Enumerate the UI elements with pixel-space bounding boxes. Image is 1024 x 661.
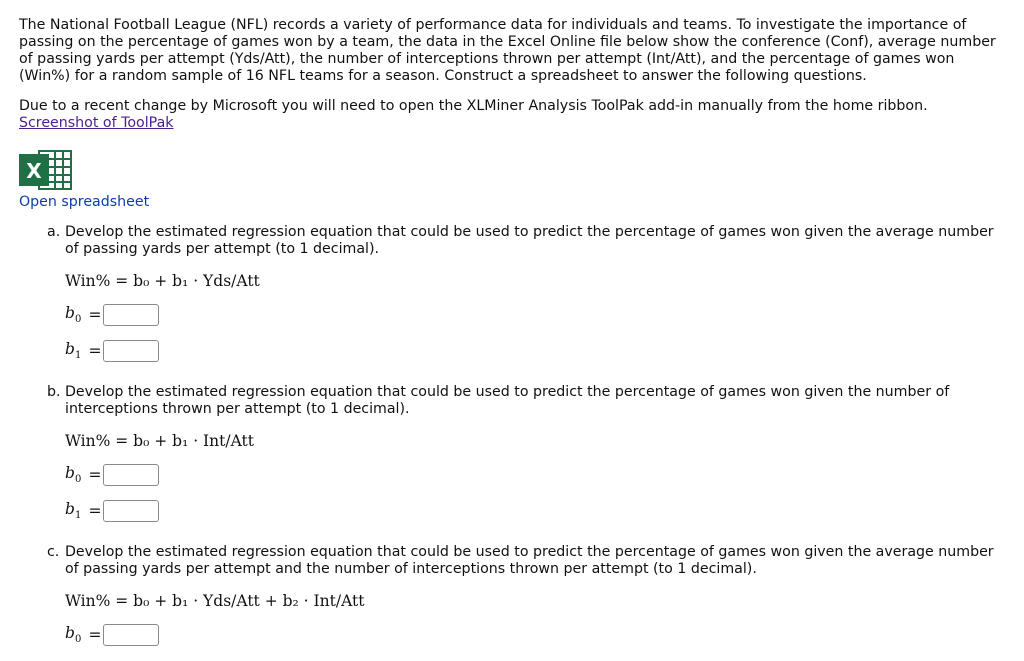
equals-sign: = <box>88 306 102 324</box>
question-c <box>47 544 1004 647</box>
equals-sign: = <box>88 342 102 360</box>
answer-input-a-b1[interactable] <box>103 340 159 362</box>
answer-input-c-b0[interactable] <box>103 624 159 646</box>
intro-paragraph: The National Football League (NFL) records a variety of performance data for individuals and teams. To investigate the importance of passing on the percentage of games won by a team, the data in the Excel Online file below show the conference (Conf), average number of passing yards per attempt (Yds/Att), the number of interceptions thrown per attempt (Int/Att), and the percentage of games won (Win%) for a random sample of 16 NFL teams for a season. Construct a spreadsheet to answer the following questions. <box>19 17 996 84</box>
question-letter: a. <box>47 224 61 240</box>
spreadsheet-launcher[interactable] <box>19 149 1004 191</box>
toolpak-notice <box>19 98 1004 132</box>
equals-sign: = <box>88 502 102 520</box>
coefficient-row-b0 <box>65 463 1004 487</box>
question-text: Develop the estimated regression equation that could be used to predict the percentage of games won given the average number of passing yards per attempt and the number of interceptions thrown per attempt (to 1 decimal). <box>65 544 994 577</box>
coefficient-row-b1 <box>65 499 1004 523</box>
open-spreadsheet-link[interactable]: Open spreadsheet <box>19 194 150 210</box>
equals-sign: = <box>88 626 102 644</box>
coefficient-row-b0 <box>65 623 1004 647</box>
equals-sign: = <box>88 466 102 484</box>
regression-equation: Win% = b₀ + b₁ · Yds/Att <box>65 272 260 290</box>
toolpak-screenshot-link[interactable]: Screenshot of ToolPak <box>19 115 174 131</box>
coefficient-symbol: $b_1$ <box>65 500 82 522</box>
question-text: Develop the estimated regression equation that could be used to predict the percentage of games won given the number of interceptions thrown per attempt (to 1 decimal). <box>65 384 950 417</box>
coefficient-row-b0 <box>65 303 1004 327</box>
question-page <box>19 17 1004 647</box>
regression-equation: Win% = b₀ + b₁ · Yds/Att + b₂ · Int/Att <box>65 592 365 610</box>
coefficient-symbol: $b_1$ <box>65 340 82 362</box>
coefficient-symbol: $b_0$ <box>65 304 82 326</box>
questions-list <box>47 224 1004 647</box>
question-a <box>47 224 1004 363</box>
coefficient-symbol: $b_0$ <box>65 624 82 646</box>
toolpak-notice-text: Due to a recent change by Microsoft you will need to open the XLMiner Analysis ToolPak add-in manually from the home ribbon. <box>19 98 928 114</box>
excel-icon[interactable] <box>19 149 73 191</box>
coefficient-symbol: $b_0$ <box>65 464 82 486</box>
excel-icon-letter: X <box>26 159 42 183</box>
question-letter: c. <box>47 544 60 560</box>
coefficient-row-b1 <box>65 339 1004 363</box>
regression-equation: Win% = b₀ + b₁ · Int/Att <box>65 432 254 450</box>
answer-input-b-b0[interactable] <box>103 464 159 486</box>
question-b <box>47 384 1004 523</box>
answer-input-a-b0[interactable] <box>103 304 159 326</box>
question-letter: b. <box>47 384 61 400</box>
question-text: Develop the estimated regression equation that could be used to predict the percentage of games won given the average number of passing yards per attempt (to 1 decimal). <box>65 224 994 257</box>
answer-input-b-b1[interactable] <box>103 500 159 522</box>
